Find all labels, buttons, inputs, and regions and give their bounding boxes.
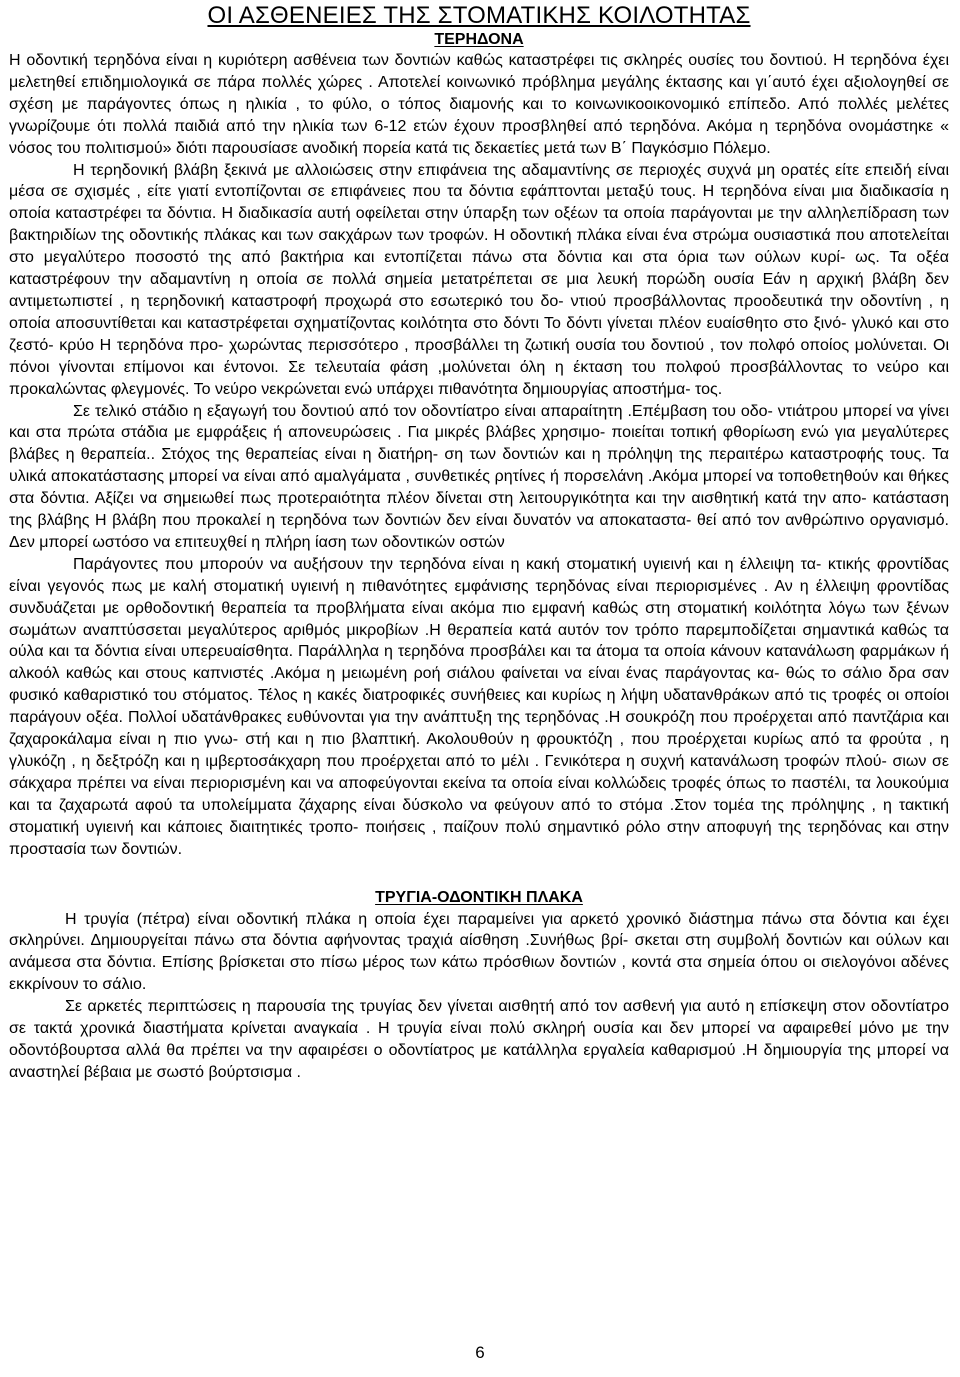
paragraph-tartar-intro: Η τρυγία (πέτρα) είναι οδοντική πλάκα η οποία έχει παραμείνει για αρκετό χρονικό διάστημα πάνω στα δόντια και έχει σκληρύνει. Δημιουργείται πάνω στα δόντια αφήνοντας τραχιά αίσθηση .Συνήθως βρί- σκεται στη συμβολή δοντιών και ούλων και ανάμεσα στα δόντια. Επίσης βρίσκεται στο πίσω μέρος των κάτω πρόσθιων δοντιών , κοντά στα σημεία όπου οι σιελογόνοι αδένες εκκρίνουν το σάλιο.	[9, 910, 949, 994]
section-heading-tartar-plaque: ΤΡΥΓΙΑ-ΟΔΟΝΤΙΚΗ ΠΛΑΚΑ	[375, 888, 583, 906]
paragraph-decay-intro: Η οδοντική τερηδόνα είναι η κυριότερη ασθένεια των δοντιών καθώς καταστρέφει τις σκληρές ουσίες του δοντιού. Η τερηδόνα έχει μελετηθεί επιδημιολογικά σε πάρα πολλές χώρες . Αποτελεί κοινωνικό πρόβλημα μεγάλης έκτασης και γι΄αυτό έχει αξιολογηθεί σε σχέση με παράγοντες όπως η ηλικία , το φύλο, ο τόπος διαμονής και το κοινωνικοοικονομικό επίπεδο. Από πολλές μελέτες γνωρίζουμε ότι πολλά παιδιά από την ηλικία των 6-12 ετών έχουν προσβληθεί από τερηδόνα. Ακόμα η τερηδόνα ονομάστηκε « νόσος του πολιτισμού» διότι παρουσίασε ανοδική πορεία κατά τις δεκαετίες μετά των Β΄ Παγκόσμιο Πόλεμο.	[9, 52, 949, 157]
paragraph-decay-treatment: Σε τελικό στάδιο η εξαγωγή του δοντιού από τον οδοντίατρο είναι απαραίτητη .Επέμβαση του οδο- ντιάτρου μπορεί να γίνει και στα πρώτα στάδια με εμφράξεις ή απονευρώσεις . Για μικρές βλάβες χρησιμο- ποιείται τοπική φθορίωση ενώ για μεγαλύτερες βλάβες η θεραπεία.. Στόχος της θεραπείας είναι η διατήρη- ση των δοντιών και η πρόληψη της περαιτέρω καταστροφής τους. Τα υλικά αποκατάστασης μπορεί να είναι από αμαλγάματα , συνθετικές ρητίνες ή πορσελάνη .Ακόμα μπορεί να τοποθετηθούν και θήκες στα δόντια. Αξίζει να σημειωθεί πως προτεραιότητα πλέον δίνεται στη λειτουργικότητα και την αισθητική κατά την απο- κατάσταση της βλάβης Η βλάβη που προκαλεί η τερηδόνα των δοντιών δεν είναι δυνατόν να αποκαταστα- θεί από τον ανθρώπινο οργανισμό. Δεν μπορεί ωστόσο να επιτευχθεί η πλήρη ίαση των οδοντικών οστών	[9, 402, 949, 551]
paragraph-decay-process: Η τερηδονική βλάβη ξεκινά με αλλοιώσεις στην επιφάνεια της αδαμαντίνης σε περιοχές συχνά μη ορατές είτε επειδή είναι μέσα σε σχισμές , είτε γιατί εντοπίζονται σε επιφάνειες που τα δόντια εφάπτονται μεταξύ τους. Η τερηδόνα είναι μια διαδικασία η οποία καταστρέφει τα δόντια. Η διαδικασία αυτή οφείλεται στην ύπαρξη των οξέων τα οποία παράγονται με την αλληλεπίδραση των βακτηριδίων της οδοντικής πλάκας και των σακχάρων των τροφών. Η οδοντική πλάκα είναι ένα στρώμα ουσιαστικά που αποτελείται στο μεγαλύτερο ποσοστό της από βακτήρια και εντοπίζεται πάνω στα δόντια και στα όρια των ούλων κυρί- ως. Τα οξέα καταστρέφουν την αδαμαντίνη η οποία σε πολλά σημεία μετατρέπεται σε μια λευκή πορώδη ουσία Εάν η αρχική βλάβη δεν αντιμετωπιστεί , η τερηδονική καταστροφή προχωρά στο εσωτερικό του δο- ντιού προσβάλλοντας προοδευτικά την οδοντίνη , η οποία αποσυντίθεται και καταστρέφεται σχηματίζοντας κοιλότητα στο δόντι Το δόντι γίνεται πλέον ευαίσθητο στο ξινό- γλυκό και στο ζεστό- κρύο Η τερηδόνα προ- χωρώντας περισσότερο , προσβάλλει τη ζωτική ουσία του δοντιού , τον πολφό οποίος μολύνεται. Οι πόνοι γίνονται επίμονοι και έντονοι. Σε τελευταία φάση ,μολύνεται όλη η έκταση του πολφού προσβάλλοντας το νεύρο και προκαλώντας φλεγμονές. Το νεύρο νεκρώνεται ενώ υπάρχει πιθανότητα δημιουργίας αποστήμα- τος.	[9, 161, 949, 398]
page-number: 6	[475, 1343, 485, 1362]
document-title: ΟΙ ΑΣΘΕΝΕΙΕΣ ΤΗΣ ΣΤΟΜΑΤΙΚΗΣ ΚΟΙΛΟΤΗΤΑΣ	[207, 2, 751, 29]
section-heading-tooth-decay: ΤΕΡΗΔΟΝΑ	[434, 31, 524, 48]
paragraph-tartar-removal: Σε αρκετές περιπτώσεις η παρουσία της τρυγίας δεν γίνεται αισθητή από τον ασθενή για αυτό η επίσκεψη στον οδοντίατρο σε τακτά χρονικά διαστήματα κρίνεται αναγκαία . Η τρυγία είναι πολύ σκληρή ουσία και δεν μπορεί να αφαιρεθεί μόνο με την οδοντόβουρτσα αλλά θα πρέπει να την αφαιρέσει ο οδοντίατρος με κατάλληλα εργαλεία καθαρισμού .Η δημιουργία της μπορεί να αναστηλεί βέβαια με σωστό βούρτσισμα .	[9, 998, 949, 1081]
paragraph-decay-factors: Παράγοντες που μπορούν να αυξήσουν την τερηδόνα είναι η κακή στοματική υγιεινή και η έλλειψη τα- κτικής φροντίδας είναι γεγονός πως με καλή στοματική υγιεινή η πιθανότητες εμφάνισης τερηδόνας είναι περιορισμένες . Αν η έλλειψη φροντίδας συνδυάζεται με ορθοδοντική θεραπεία τα προβλήματα είναι ακόμα πιο εμφανή καθώς στη στοματική κοιλότητα λόγω των ξένων σωμάτων αναπτύσσεται μεγαλύτερος αριθμός μικροβίων .Η θεραπεία κατά αυτόν τον τρόπο παρεμποδίζεται σημαντικά καθώς τα ούλα και τα δόντια είναι υπερευαίσθητα. Παράλληλα η τερηδόνα προσβάλει και τα άτομα τα οποία κάνουν κατανάλωση φαρμάκων ή αλκοόλ καθώς και στους καπνιστές .Ακόμα η μειωμένη ροή σιάλου φαίνεται να είναι ένας παράγοντας κα- θώς το σάλιο δρα σαν φυσικό καθαριστικό του στόματος. Τέλος η κακές διατροφικές συνήθειες και κυρίως η λήψη υδατανθράκων από τις τροφές οι οποίοι παράγουν οξέα. Πολλοί υδατάνθρακες ευθύνονται για την ανάπτυξη της τερηδόνας .Η σουκρόζη που προέρχεται από παντζάρια και ζαχαροκάλαμα είναι η πιο γνω- στή και η πιο βλαπτική. Ακολουθούν η φρουκτόζη , που προέρχεται κυρίως από τα φρούτα , η γλυκόζη , η δεξτρόζη και η ιμβερτοσάκχαρη που προέρχεται από το μέλι . Γενικότερα η συχνή κατανάλωση τροφών πλού- σιων σε σάκχαρα πρέπει να είναι περιορισμένη και να αποφεύγονται εκείνα τα οποία είναι κολλώδεις τροφές όπως το παστέλι, τα λουκούμια και τα ζαχαρωτά αφού τα υπολείμματα ζάχαρης είναι δύσκολο να φεύγουν από το στόμα .Στον τομέα της πρόληψης , η τακτική στοματική υγιεινή και κάποιες διαιτητικές τροπο- ποιήσεις , παίζουν πολύ σημαντικό ρόλο στην αποφυγή της τερηδόνας και στην προστασία των δοντιών.	[9, 555, 949, 858]
